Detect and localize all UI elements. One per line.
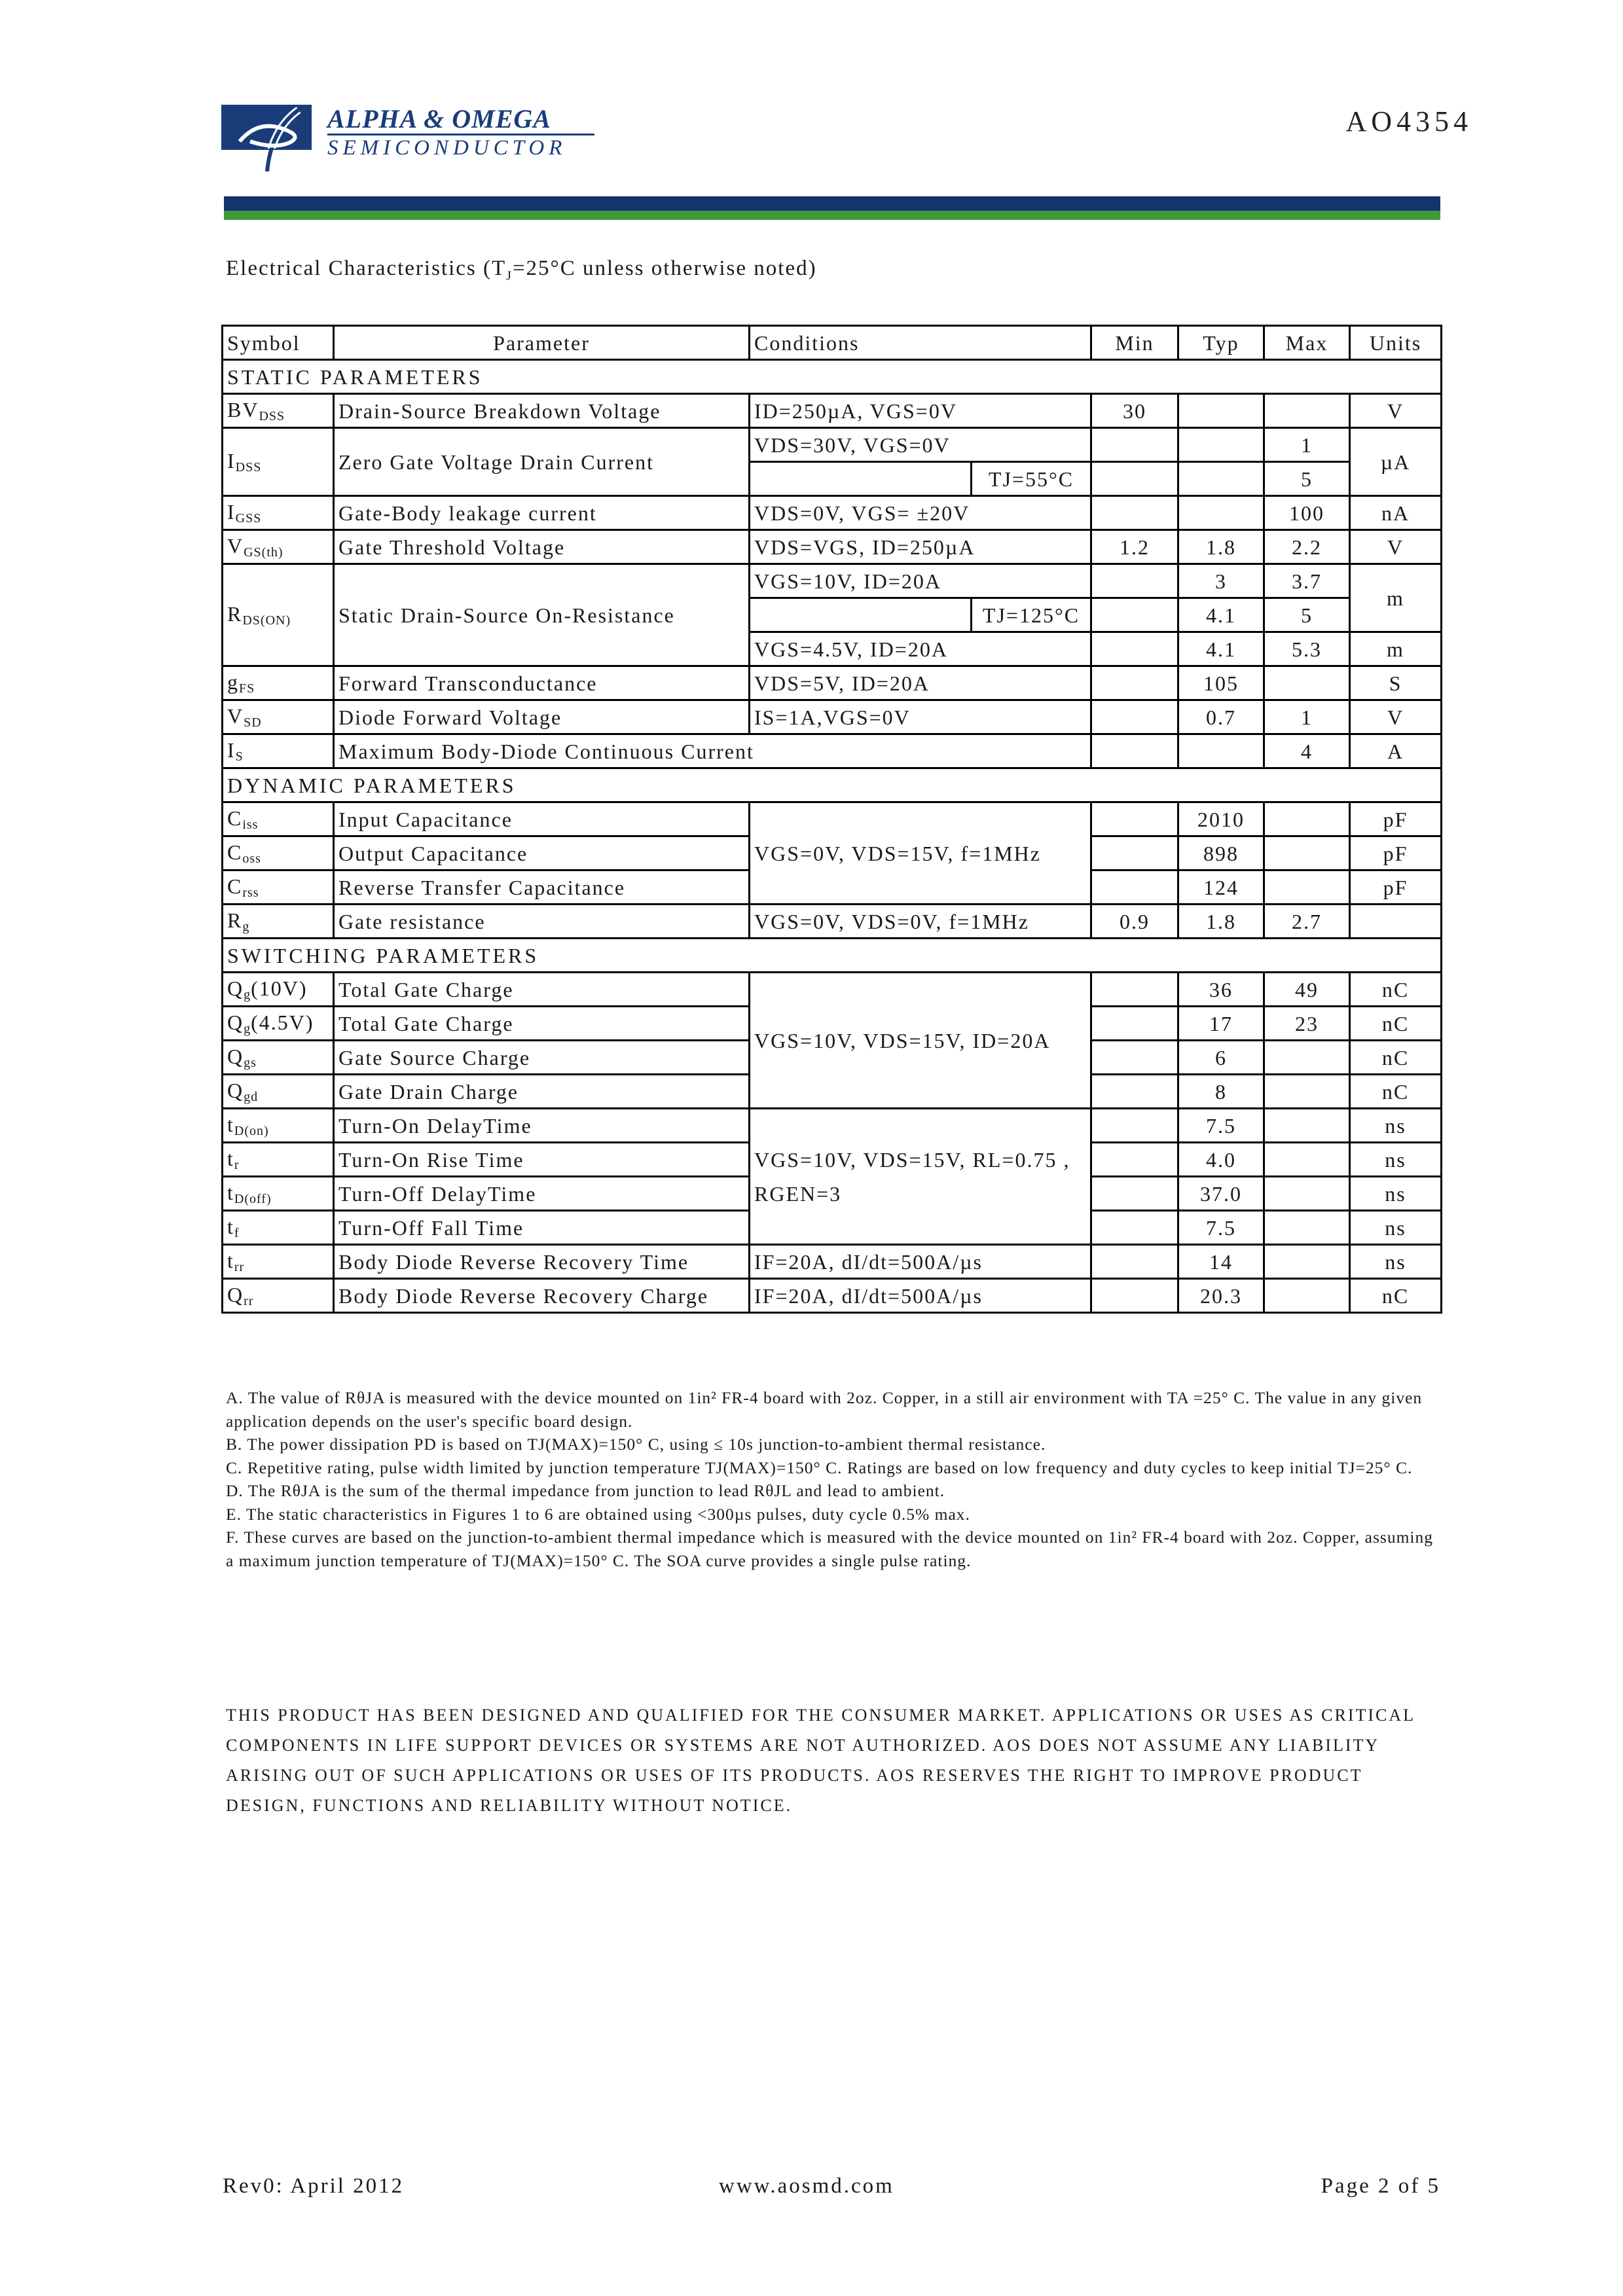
symbol: C bbox=[227, 840, 243, 864]
table-row bbox=[223, 1109, 1442, 1143]
min-cell bbox=[1091, 700, 1178, 734]
symbol-cell bbox=[223, 1007, 334, 1041]
footer-revision: Rev0: April 2012 bbox=[223, 2174, 405, 2198]
disclaimer: THIS PRODUCT HAS BEEN DESIGNED AND QUALIFIED FOR THE CONSUMER MARKET. APPLICATIONS OR USES AS CRITICAL COMPONENTS IN LIFE SUPPORT DEVICES OR SYSTEMS ARE NOT AUTHORIZED. AOS DOES NOT ASSUME ANY LIABILITY ARISING OUT OF SUCH APPLICATIONS OR USES OF ITS PRODUCTS. AOS RESERVES THE RIGHT TO IMPROVE PRODUCT DESIGN, FUNCTIONS AND RELIABILITY WITHOUT NOTICE. bbox=[226, 1706, 1415, 1815]
max-cell bbox=[1264, 1075, 1350, 1109]
condition-cell: VGS=10V, ID=20A bbox=[750, 564, 1091, 598]
section-title-post: =25°C unless otherwise noted) bbox=[512, 257, 817, 280]
symbol: BV bbox=[227, 397, 259, 422]
min-cell bbox=[1091, 598, 1178, 632]
condition-cell: IF=20A, dI/dt=500A/µs bbox=[750, 1245, 1091, 1279]
symbol: Q bbox=[227, 1282, 244, 1306]
max-cell bbox=[1264, 836, 1350, 870]
symbol-sub: rr bbox=[234, 1259, 245, 1274]
min-cell: 0.9 bbox=[1091, 905, 1178, 939]
unit-cell: ns bbox=[1350, 1109, 1442, 1143]
symbol: t bbox=[227, 1112, 234, 1136]
header-band-green bbox=[224, 211, 1440, 220]
symbol: Q bbox=[227, 1010, 244, 1034]
symbol-cell bbox=[223, 1109, 334, 1143]
max-cell: 23 bbox=[1264, 1007, 1350, 1041]
note-c: C. Repetitive rating, pulse width limited by junction temperature TJ(MAX)=150° C. Ratings are based on low frequency and duty cycles to keep initial TJ=25° C. bbox=[226, 1458, 1413, 1477]
symbol-sub: DSS bbox=[235, 459, 262, 475]
parameter-cell: Forward Transconductance bbox=[334, 666, 750, 700]
unit-cell: pF bbox=[1350, 836, 1442, 870]
symbol-cell bbox=[223, 1279, 334, 1313]
table-row bbox=[223, 905, 1442, 939]
min-cell bbox=[1091, 1143, 1178, 1177]
switching-condition-line1: VGS=10V, VDS=15V, RL=0.75 , bbox=[754, 1147, 1070, 1172]
unit-cell: ns bbox=[1350, 1177, 1442, 1211]
symbol-cell bbox=[223, 1211, 334, 1245]
condition-cell bbox=[750, 598, 1091, 632]
group-dynamic: DYNAMIC PARAMETERS bbox=[223, 768, 1442, 802]
parameter-cell: Turn-Off DelayTime bbox=[334, 1177, 750, 1211]
condition-cell: VGS=10V, VDS=15V, ID=20A bbox=[750, 973, 1091, 1109]
symbol-sub: D(on) bbox=[234, 1123, 269, 1138]
symbol: t bbox=[227, 1180, 234, 1204]
symbol-cell bbox=[223, 564, 334, 666]
symbol: g bbox=[227, 670, 239, 694]
typ-cell: 7.5 bbox=[1178, 1109, 1264, 1143]
min-cell bbox=[1091, 1245, 1178, 1279]
typ-cell: 8 bbox=[1178, 1075, 1264, 1109]
symbol-cell bbox=[223, 700, 334, 734]
min-cell bbox=[1091, 836, 1178, 870]
max-cell: 1 bbox=[1264, 700, 1350, 734]
typ-cell: 1.8 bbox=[1178, 905, 1264, 939]
parameter-cell: Gate resistance bbox=[334, 905, 750, 939]
note-a: A. The value of RθJA is measured with the device mounted on 1in² FR-4 board with 2oz. Copper, in a still air environment with TA =25° C. The value in any given application depends on the user's specific board design. bbox=[226, 1388, 1423, 1431]
table-header-row bbox=[223, 326, 1442, 360]
max-cell: 3.7 bbox=[1264, 564, 1350, 598]
symbol-sub: g bbox=[244, 987, 251, 1002]
symbol: V bbox=[227, 704, 244, 728]
max-cell bbox=[1264, 666, 1350, 700]
typ-cell bbox=[1178, 428, 1264, 462]
symbol-sub: D(off) bbox=[234, 1191, 272, 1206]
symbol-cell bbox=[223, 1041, 334, 1075]
symbol-sub: r bbox=[234, 1157, 240, 1172]
unit-cell: S bbox=[1350, 666, 1442, 700]
unit-cell: m bbox=[1350, 632, 1442, 666]
max-cell bbox=[1264, 1177, 1350, 1211]
unit-cell: nA bbox=[1350, 496, 1442, 530]
max-cell bbox=[1264, 1245, 1350, 1279]
parameter-cell: Turn-On Rise Time bbox=[334, 1143, 750, 1177]
max-cell: 2.7 bbox=[1264, 905, 1350, 939]
typ-cell: 4.1 bbox=[1178, 632, 1264, 666]
symbol-sub: f bbox=[234, 1225, 240, 1240]
typ-cell: 105 bbox=[1178, 666, 1264, 700]
col-header-units: Units bbox=[1350, 326, 1442, 360]
group-row-static bbox=[223, 360, 1442, 394]
symbol: R bbox=[227, 908, 243, 932]
symbol-sub: SD bbox=[244, 715, 262, 730]
section-title-sub: J bbox=[506, 268, 513, 283]
min-cell bbox=[1091, 428, 1178, 462]
symbol-cell bbox=[223, 836, 334, 870]
parameter-cell: Gate Source Charge bbox=[334, 1041, 750, 1075]
symbol-sub: g bbox=[244, 1021, 251, 1036]
unit-cell: nC bbox=[1350, 1041, 1442, 1075]
max-cell bbox=[1264, 1041, 1350, 1075]
symbol-cell bbox=[223, 870, 334, 905]
typ-cell: 3 bbox=[1178, 564, 1264, 598]
condition-cell: VGS=0V, VDS=15V, f=1MHz bbox=[750, 802, 1091, 905]
symbol-suffix: (10V) bbox=[251, 976, 308, 1000]
typ-cell: 14 bbox=[1178, 1245, 1264, 1279]
min-cell bbox=[1091, 802, 1178, 836]
max-cell bbox=[1264, 802, 1350, 836]
note-e: E. The static characteristics in Figures 1 to 6 are obtained using <300µs pulses, duty cycle 0.5% max. bbox=[226, 1504, 970, 1524]
condition-cell: IS=1A,VGS=0V bbox=[750, 700, 1091, 734]
symbol-cell bbox=[223, 734, 334, 768]
min-cell bbox=[1091, 1075, 1178, 1109]
symbol-cell bbox=[223, 666, 334, 700]
symbol: t bbox=[227, 1214, 234, 1238]
group-row-switching bbox=[223, 939, 1442, 973]
typ-cell: 0.7 bbox=[1178, 700, 1264, 734]
max-cell: 5 bbox=[1264, 462, 1350, 496]
min-cell bbox=[1091, 564, 1178, 598]
parameter-cell: Reverse Transfer Capacitance bbox=[334, 870, 750, 905]
condition-cell: VGS=4.5V, ID=20A bbox=[750, 632, 1091, 666]
symbol-sub: GS(th) bbox=[244, 545, 283, 560]
table-row bbox=[223, 530, 1442, 564]
min-cell bbox=[1091, 496, 1178, 530]
typ-cell: 36 bbox=[1178, 973, 1264, 1007]
symbol-sub: gs bbox=[244, 1055, 257, 1070]
symbol-cell bbox=[223, 496, 334, 530]
unit-cell: V bbox=[1350, 394, 1442, 428]
symbol-suffix: (4.5V) bbox=[251, 1010, 314, 1034]
group-static: STATIC PARAMETERS bbox=[223, 360, 1442, 394]
condition-cell bbox=[750, 1109, 1091, 1245]
parameter-cell: Turn-Off Fall Time bbox=[334, 1211, 750, 1245]
unit-cell: ns bbox=[1350, 1143, 1442, 1177]
unit-cell: nC bbox=[1350, 1007, 1442, 1041]
symbol: V bbox=[227, 533, 244, 558]
condition-cell: VDS=VGS, ID=250µA bbox=[750, 530, 1091, 564]
group-row-dynamic bbox=[223, 768, 1442, 802]
parameter-cell: Gate Threshold Voltage bbox=[334, 530, 750, 564]
typ-cell: 1.8 bbox=[1178, 530, 1264, 564]
company-subtitle: SEMICONDUCTOR bbox=[327, 136, 567, 160]
note-d: D. The RθJA is the sum of the thermal impedance from junction to lead RθJL and lead to ambient. bbox=[226, 1481, 945, 1500]
max-cell: 1 bbox=[1264, 428, 1350, 462]
unit-cell: nC bbox=[1350, 1075, 1442, 1109]
footer-website-link[interactable]: www.aosmd.com bbox=[719, 2174, 894, 2198]
unit-cell: pF bbox=[1350, 870, 1442, 905]
max-cell bbox=[1264, 1279, 1350, 1313]
symbol-sub: rss bbox=[242, 885, 259, 900]
min-cell bbox=[1091, 1177, 1178, 1211]
max-cell: 4 bbox=[1264, 734, 1350, 768]
table-row bbox=[223, 428, 1442, 462]
unit-cell: µA bbox=[1350, 428, 1442, 496]
symbol: R bbox=[227, 601, 243, 626]
symbol: C bbox=[227, 874, 243, 898]
min-cell bbox=[1091, 462, 1178, 496]
symbol-sub: rr bbox=[244, 1293, 254, 1308]
min-cell: 1.2 bbox=[1091, 530, 1178, 564]
typ-cell bbox=[1178, 734, 1264, 768]
typ-cell bbox=[1178, 496, 1264, 530]
typ-cell bbox=[1178, 462, 1264, 496]
parameter-cell: Static Drain-Source On-Resistance bbox=[334, 564, 750, 666]
switching-condition-line2: RGEN=3 bbox=[754, 1181, 842, 1206]
company-logo bbox=[221, 103, 601, 175]
table-row bbox=[223, 700, 1442, 734]
table-row bbox=[223, 802, 1442, 836]
typ-cell: 4.1 bbox=[1178, 598, 1264, 632]
unit-cell: pF bbox=[1350, 802, 1442, 836]
unit-cell: V bbox=[1350, 700, 1442, 734]
max-cell: 5.3 bbox=[1264, 632, 1350, 666]
col-header-typ: Typ bbox=[1178, 326, 1264, 360]
min-cell bbox=[1091, 1211, 1178, 1245]
note-b: B. The power dissipation PD is based on TJ(MAX)=150° C, using ≤ 10s junction-to-ambient thermal resistance. bbox=[226, 1435, 1046, 1454]
condition-cell: VDS=5V, ID=20A bbox=[750, 666, 1091, 700]
symbol-cell bbox=[223, 1245, 334, 1279]
parameter-cell: Input Capacitance bbox=[334, 802, 750, 836]
max-cell: 2.2 bbox=[1264, 530, 1350, 564]
symbol-sub: iss bbox=[242, 817, 259, 832]
condition-cell: VDS=0V, VGS= ±20V bbox=[750, 496, 1091, 530]
typ-cell bbox=[1178, 394, 1264, 428]
col-header-min: Min bbox=[1091, 326, 1178, 360]
min-cell bbox=[1091, 1007, 1178, 1041]
unit-cell: V bbox=[1350, 530, 1442, 564]
min-cell bbox=[1091, 870, 1178, 905]
alpha-omega-logo-icon bbox=[221, 103, 318, 175]
max-cell: 100 bbox=[1264, 496, 1350, 530]
footnotes bbox=[226, 1386, 1445, 1572]
col-header-symbol: Symbol bbox=[223, 326, 334, 360]
typ-cell: 37.0 bbox=[1178, 1177, 1264, 1211]
table-row bbox=[223, 394, 1442, 428]
max-cell: 49 bbox=[1264, 973, 1350, 1007]
logo-rule bbox=[327, 134, 594, 135]
tj-condition: TJ=55°C bbox=[970, 463, 1090, 495]
unit-cell: nC bbox=[1350, 1279, 1442, 1313]
condition-cell: ID=250µA, VGS=0V bbox=[750, 394, 1091, 428]
parameter-cell: Diode Forward Voltage bbox=[334, 700, 750, 734]
table-row bbox=[223, 1279, 1442, 1313]
symbol-cell bbox=[223, 428, 334, 496]
parameter-cell: Total Gate Charge bbox=[334, 973, 750, 1007]
symbol-sub: gd bbox=[244, 1089, 259, 1104]
symbol-sub: FS bbox=[239, 681, 255, 696]
max-cell: 5 bbox=[1264, 598, 1350, 632]
symbol-cell bbox=[223, 394, 334, 428]
parameter-cell: Drain-Source Breakdown Voltage bbox=[334, 394, 750, 428]
table-row bbox=[223, 564, 1442, 598]
section-title-pre: Electrical Characteristics (T bbox=[226, 257, 507, 280]
unit-cell: A bbox=[1350, 734, 1442, 768]
min-cell bbox=[1091, 734, 1178, 768]
symbol-sub: oss bbox=[242, 851, 261, 866]
parameter-cell: Total Gate Charge bbox=[334, 1007, 750, 1041]
section-title bbox=[226, 257, 817, 284]
typ-cell: 17 bbox=[1178, 1007, 1264, 1041]
symbol-cell bbox=[223, 1143, 334, 1177]
symbol-cell bbox=[223, 1075, 334, 1109]
col-header-conditions: Conditions bbox=[750, 326, 1091, 360]
max-cell bbox=[1264, 394, 1350, 428]
condition-cell: IF=20A, dI/dt=500A/µs bbox=[750, 1279, 1091, 1313]
max-cell bbox=[1264, 1109, 1350, 1143]
condition-cell: VGS=0V, VDS=0V, f=1MHz bbox=[750, 905, 1091, 939]
parameter-cell: Zero Gate Voltage Drain Current bbox=[334, 428, 750, 496]
group-switching: SWITCHING PARAMETERS bbox=[223, 939, 1442, 973]
typ-cell: 6 bbox=[1178, 1041, 1264, 1075]
table-row bbox=[223, 973, 1442, 1007]
unit-cell bbox=[1350, 905, 1442, 939]
typ-cell: 7.5 bbox=[1178, 1211, 1264, 1245]
electrical-characteristics-table bbox=[221, 325, 1442, 1314]
symbol: Q bbox=[227, 976, 244, 1000]
condition-cell: VDS=30V, VGS=0V bbox=[750, 428, 1091, 462]
table-row bbox=[223, 734, 1442, 768]
max-cell bbox=[1264, 1143, 1350, 1177]
col-header-parameter: Parameter bbox=[334, 326, 750, 360]
typ-cell: 4.0 bbox=[1178, 1143, 1264, 1177]
min-cell bbox=[1091, 1279, 1178, 1313]
symbol: I bbox=[227, 448, 236, 473]
symbol-cell bbox=[223, 1177, 334, 1211]
symbol: t bbox=[227, 1146, 234, 1170]
unit-cell: ns bbox=[1350, 1211, 1442, 1245]
tj-condition: TJ=125°C bbox=[970, 599, 1090, 631]
condition-cell bbox=[750, 462, 1091, 496]
parameter-cell: Maximum Body-Diode Continuous Current bbox=[334, 734, 1091, 768]
symbol-sub: S bbox=[235, 749, 244, 764]
typ-cell: 20.3 bbox=[1178, 1279, 1264, 1313]
symbol: I bbox=[227, 499, 236, 524]
typ-cell: 2010 bbox=[1178, 802, 1264, 836]
max-cell bbox=[1264, 870, 1350, 905]
unit-cell: m bbox=[1350, 564, 1442, 632]
company-name: ALPHA & OMEGA bbox=[327, 104, 551, 134]
symbol: t bbox=[227, 1248, 234, 1272]
symbol-cell bbox=[223, 530, 334, 564]
table-row bbox=[223, 1245, 1442, 1279]
part-number: AO4354 bbox=[1345, 105, 1472, 137]
col-header-max: Max bbox=[1264, 326, 1350, 360]
symbol: I bbox=[227, 738, 236, 762]
parameter-cell: Gate Drain Charge bbox=[334, 1075, 750, 1109]
min-cell bbox=[1091, 1109, 1178, 1143]
symbol-sub: g bbox=[242, 919, 250, 934]
max-cell bbox=[1264, 1211, 1350, 1245]
typ-cell: 124 bbox=[1178, 870, 1264, 905]
min-cell bbox=[1091, 632, 1178, 666]
symbol-sub: DS(ON) bbox=[242, 613, 291, 628]
symbol: C bbox=[227, 806, 243, 830]
unit-cell: nC bbox=[1350, 973, 1442, 1007]
symbol: Q bbox=[227, 1044, 244, 1068]
min-cell bbox=[1091, 666, 1178, 700]
symbol-cell bbox=[223, 973, 334, 1007]
symbol-cell bbox=[223, 802, 334, 836]
unit-cell: ns bbox=[1350, 1245, 1442, 1279]
typ-cell: 898 bbox=[1178, 836, 1264, 870]
parameter-cell: Body Diode Reverse Recovery Charge bbox=[334, 1279, 750, 1313]
parameter-cell: Gate-Body leakage current bbox=[334, 496, 750, 530]
note-f: F. These curves are based on the junction-to-ambient thermal impedance which is measured with the device mounted on 1in² FR-4 board with 2oz. Copper, assuming a maximum junction temperature of TJ(MAX)=150° C. The SOA curve provides a single pulse rating. bbox=[226, 1528, 1433, 1570]
symbol-sub: DSS bbox=[259, 408, 285, 423]
min-cell bbox=[1091, 1041, 1178, 1075]
parameter-cell: Turn-On DelayTime bbox=[334, 1109, 750, 1143]
symbol-sub: GSS bbox=[235, 511, 262, 526]
symbol-cell bbox=[223, 905, 334, 939]
parameter-cell: Body Diode Reverse Recovery Time bbox=[334, 1245, 750, 1279]
parameter-cell: Output Capacitance bbox=[334, 836, 750, 870]
min-cell: 30 bbox=[1091, 394, 1178, 428]
table-row bbox=[223, 496, 1442, 530]
header-band-blue bbox=[224, 196, 1440, 211]
min-cell bbox=[1091, 973, 1178, 1007]
footer-page-number: Page 2 of 5 bbox=[1321, 2174, 1440, 2198]
table-row bbox=[223, 666, 1442, 700]
symbol: Q bbox=[227, 1078, 244, 1102]
